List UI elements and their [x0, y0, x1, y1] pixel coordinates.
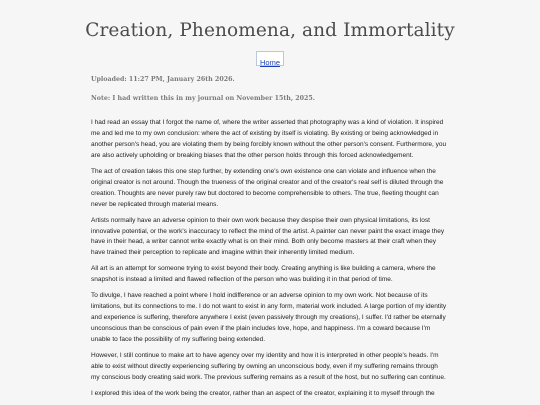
nav-box — [256, 51, 284, 66]
home-link[interactable]: Home — [259, 58, 280, 67]
paragraph: Artists normally have an adverse opinion to their own work because they despise their own physical limitations, its lost innovative potential, or the work's inaccuracy to reflect the mind of the artist. A painter can never paint the exact image they have in their head, a writer cannot write exactly what is on their mind. Both only become masters at their craft when they have trained their perception to replicate and imagine within their inherently limited medium. — [91, 216, 445, 257]
paragraph: I explored this idea of the work being the creator, rather than an aspect of the creator, explaining it to myself through the — [91, 390, 435, 398]
paragraph: All art is an attempt for someone trying to exist beyond their body. Creating anything is like building a camera, where the snapshot is instead a limited and flawed reflection of the person who was building it in that period of time. — [91, 265, 436, 284]
article-body — [91, 118, 448, 405]
paragraph: However, I still continue to make art to have agency over my identity and how it is interpreted in other people's heads. I'm able to exist without directly experiencing suffering by owning an unconscious body, even if my suffering remains through my conscious body creating said work. The previous suffering remains as a result of the host, but no suffering can continue. — [91, 352, 446, 381]
paragraph: To divulge, I have reached a point where I hold indifference or an adverse opinion to my own work. Not because of its limitations, but its connections to me. I do not want to exist in any form, material work included. A large portion of my identity and experience is suffering, therefore anywhere I exist (even passively through my creations), I suffer. I'd rather be eternally unconscious than be conscious of pain even if the plain includes love, hope, and happiness. I'm a coward because I'm unable to face the possibility of my suffering being extended. — [91, 292, 447, 344]
upload-timestamp: Uploaded: 11:27 PM, January 26th 2026. — [91, 76, 235, 83]
paragraph: I had read an essay that I forgot the name of, where the writer asserted that photography was a kind of violation. It inspired me and led me to my own conclusion: where the act of existing by itself is violating. By existing or being acknowledged in another person's head, you are violating them by being forcibly known without the other person's consent. Furthermore, you are also actively upholding or breaking biases that the other person holds through this forced acknowledgement. — [91, 119, 447, 159]
page-title: Creation, Phenomena, and Immortality — [85, 20, 455, 41]
journal-note: Note: I had written this in my journal on November 15th, 2025. — [91, 95, 315, 102]
paragraph: The act of creation takes this one step further, by extending one's own existence one can violate and influence when the original creator is not around. Though the trueness of the original creator and of the creator's real self is diluted through the creation. Thoughts are never purely raw but doctored to become comprehensible to others. The true, fleeting thought can never be replicated through material means. — [91, 167, 444, 208]
